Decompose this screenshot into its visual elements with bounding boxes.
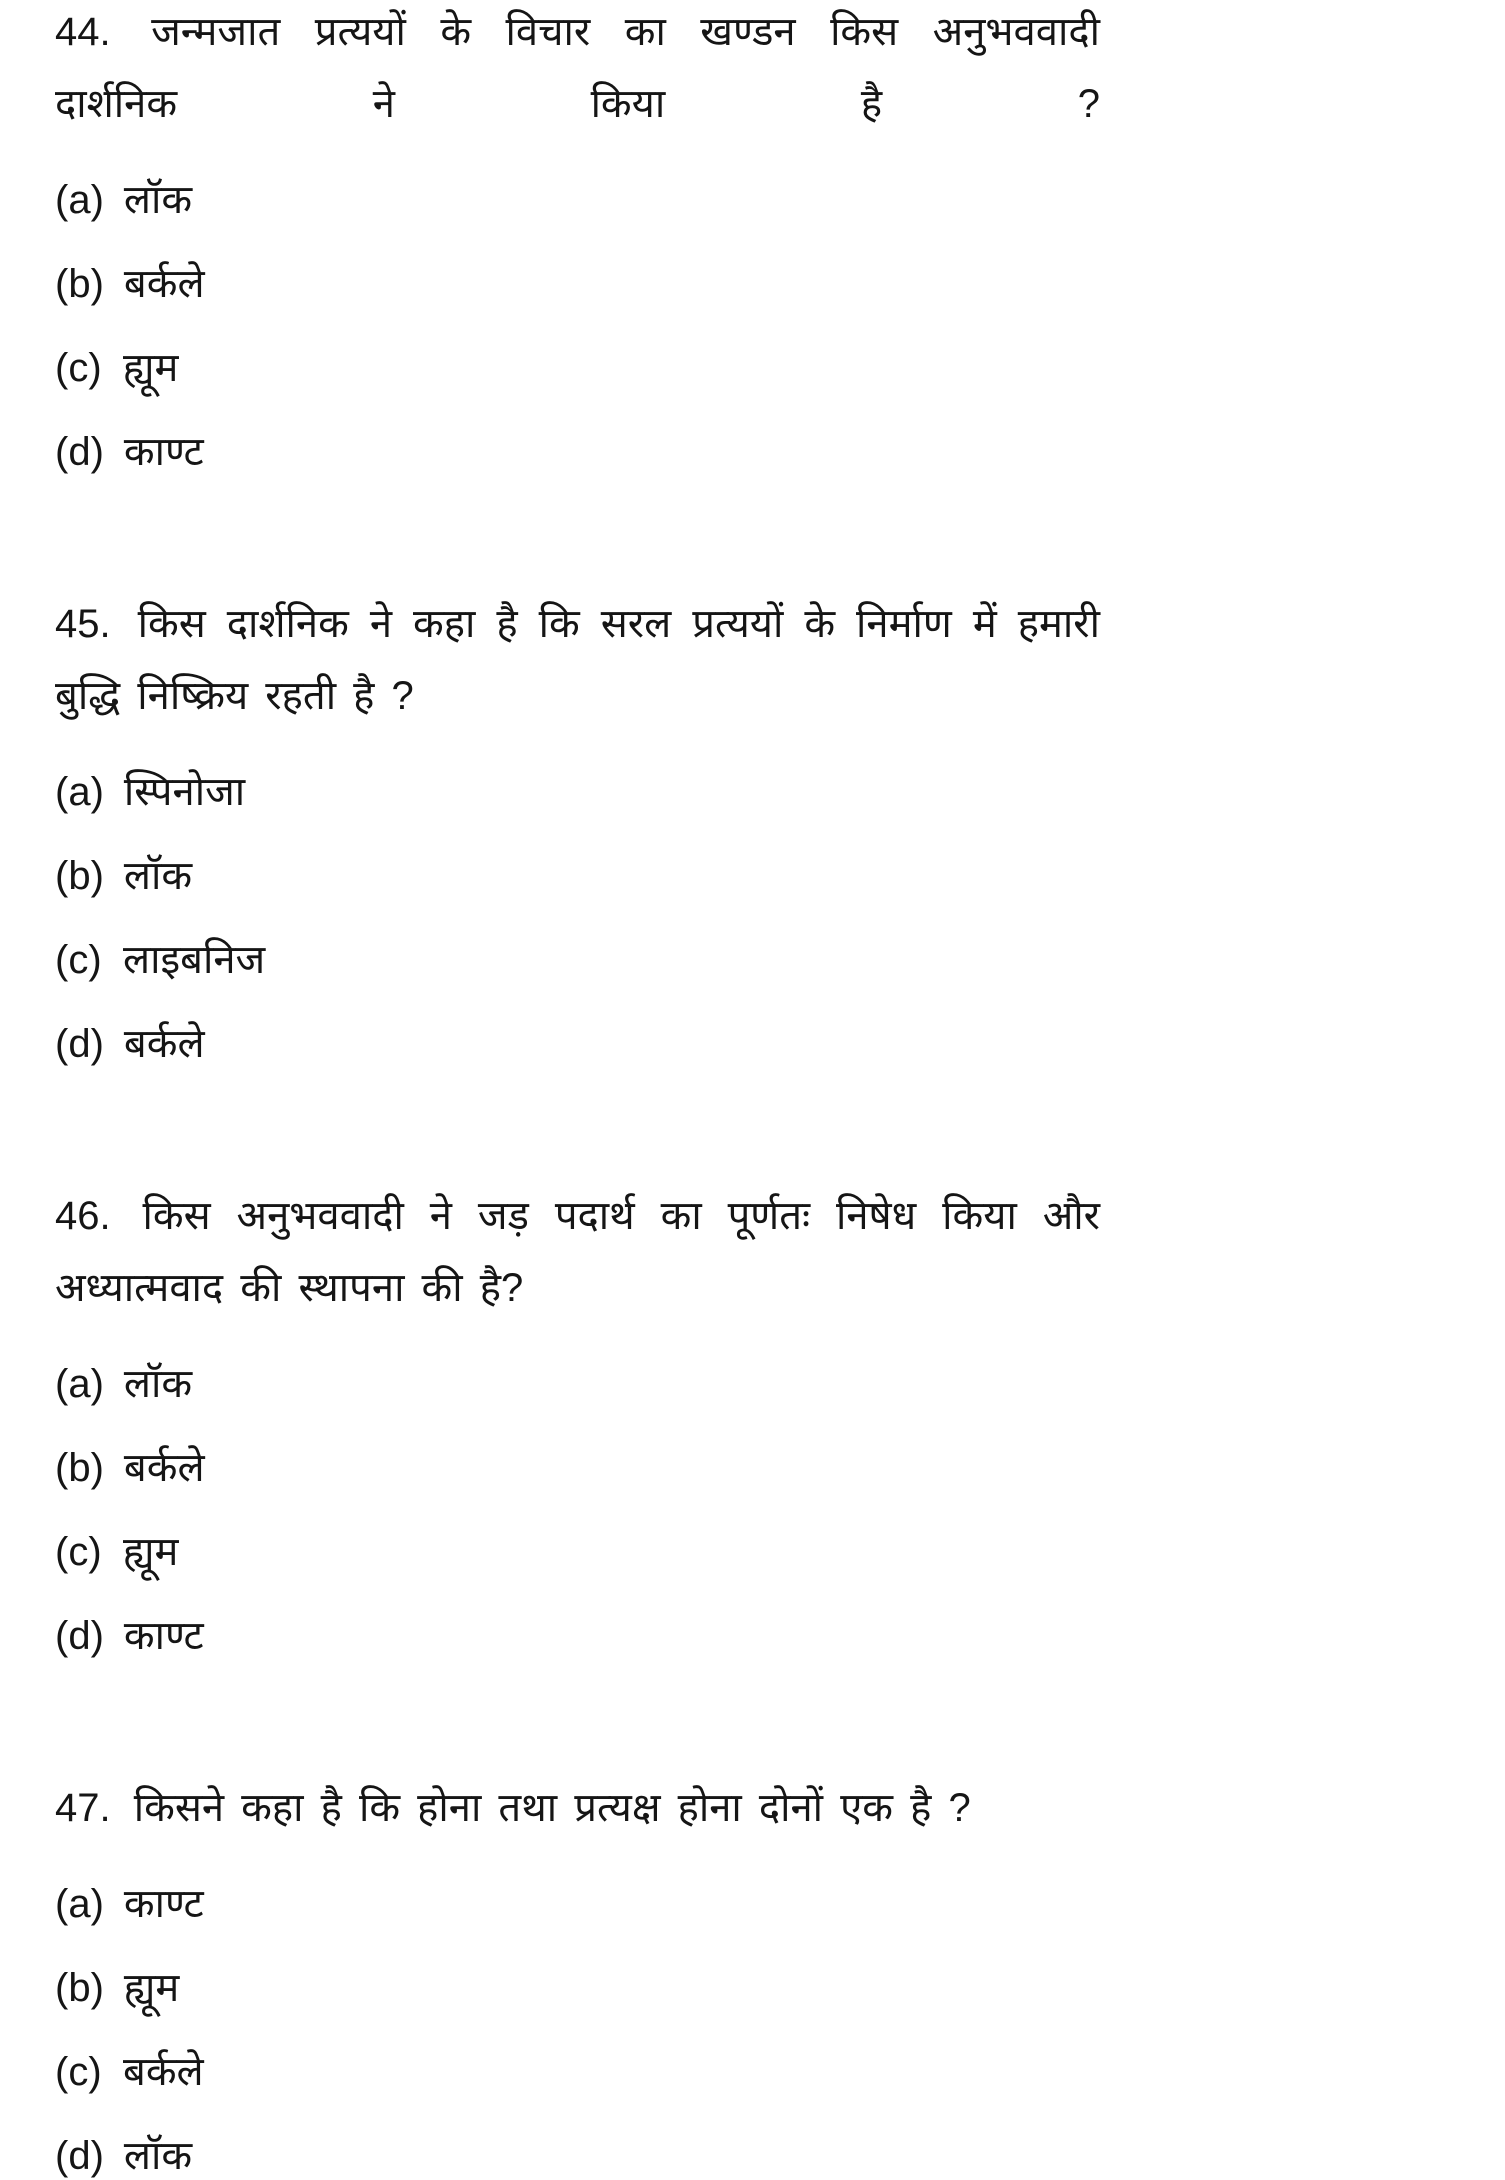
question-47-number: 47. xyxy=(55,1786,111,1830)
option-marker-d: (d) xyxy=(55,1022,104,1066)
question-45-number: 45. xyxy=(55,602,111,646)
question-45-body: किस दार्शनिक ने कहा है कि सरल प्रत्ययों के निर्माण में हमारी बुद्धि निष्क्रिय रहती है ? xyxy=(55,602,1100,718)
question-44-option-a xyxy=(55,176,1100,224)
option-marker-a: (a) xyxy=(55,1882,104,1926)
option-marker-b: (b) xyxy=(55,854,104,898)
option-text: लॉक xyxy=(123,178,193,222)
option-marker-d: (d) xyxy=(55,1614,104,1658)
question-47-text-line xyxy=(55,1772,1100,1844)
option-marker-b: (b) xyxy=(55,262,104,306)
question-46-option-b xyxy=(55,1444,1100,1492)
question-45-option-b xyxy=(55,852,1100,900)
option-marker-c: (c) xyxy=(55,346,102,390)
question-45-option-c xyxy=(55,936,1100,984)
question-47-body: किसने कहा है कि होना तथा प्रत्यक्ष होना दोनों एक है ? xyxy=(133,1786,971,1830)
option-marker-c: (c) xyxy=(55,938,102,982)
question-list xyxy=(55,0,1100,2180)
option-text: बर्कले xyxy=(123,1022,205,1066)
option-text: लॉक xyxy=(123,854,193,898)
question-47-option-a xyxy=(55,1880,1100,1928)
option-marker-d: (d) xyxy=(55,430,104,474)
question-46-option-d xyxy=(55,1612,1100,1660)
question-47 xyxy=(55,1772,1100,2180)
question-46-option-c xyxy=(55,1528,1100,1576)
question-44-number: 44. xyxy=(55,10,111,54)
option-text: काण्ट xyxy=(123,1614,204,1658)
option-text: ह्यूम xyxy=(123,1966,180,2010)
option-text: लाइबनिज xyxy=(123,938,266,982)
option-marker-a: (a) xyxy=(55,1362,104,1406)
question-47-option-c xyxy=(55,2048,1100,2096)
question-44-option-c xyxy=(55,344,1100,392)
question-45 xyxy=(55,588,1100,1068)
question-44-option-d xyxy=(55,428,1100,476)
question-44-text-line xyxy=(55,0,1100,140)
question-46-body: किस अनुभववादी ने जड़ पदार्थ का पूर्णतः निषेध किया और अध्यात्मवाद की स्थापना की है? xyxy=(55,1194,1100,1310)
question-47-option-b xyxy=(55,1964,1100,2012)
option-marker-c: (c) xyxy=(55,1530,102,1574)
option-text: स्पिनोजा xyxy=(123,770,246,814)
question-46-number: 46. xyxy=(55,1194,111,1238)
option-text: ह्यूम xyxy=(123,346,179,390)
option-text: काण्ट xyxy=(123,430,204,474)
question-44-option-b xyxy=(55,260,1100,308)
option-text: लॉक xyxy=(123,2134,193,2178)
question-46 xyxy=(55,1180,1100,1660)
option-marker-d: (d) xyxy=(55,2134,104,2178)
option-text: बर्कले xyxy=(123,2050,204,2094)
question-45-option-d xyxy=(55,1020,1100,1068)
question-47-option-d xyxy=(55,2132,1100,2180)
question-44 xyxy=(55,0,1100,476)
option-text: ह्यूम xyxy=(123,1530,179,1574)
option-marker-a: (a) xyxy=(55,770,104,814)
option-marker-c: (c) xyxy=(55,2050,102,2094)
option-marker-a: (a) xyxy=(55,178,104,222)
question-44-body: जन्मजात प्रत्ययों के विचार का खण्डन किस अनुभववादी दार्शनिक ने किया है ? xyxy=(55,10,1100,126)
question-46-text-line xyxy=(55,1180,1100,1324)
question-46-option-a xyxy=(55,1360,1100,1408)
option-text: बर्कले xyxy=(123,262,205,306)
question-45-option-a xyxy=(55,768,1100,816)
option-text: काण्ट xyxy=(123,1882,204,1926)
option-marker-b: (b) xyxy=(55,1966,104,2010)
option-text: बर्कले xyxy=(123,1446,205,1490)
option-text: लॉक xyxy=(123,1362,193,1406)
option-marker-b: (b) xyxy=(55,1446,104,1490)
question-45-text-line xyxy=(55,588,1100,732)
